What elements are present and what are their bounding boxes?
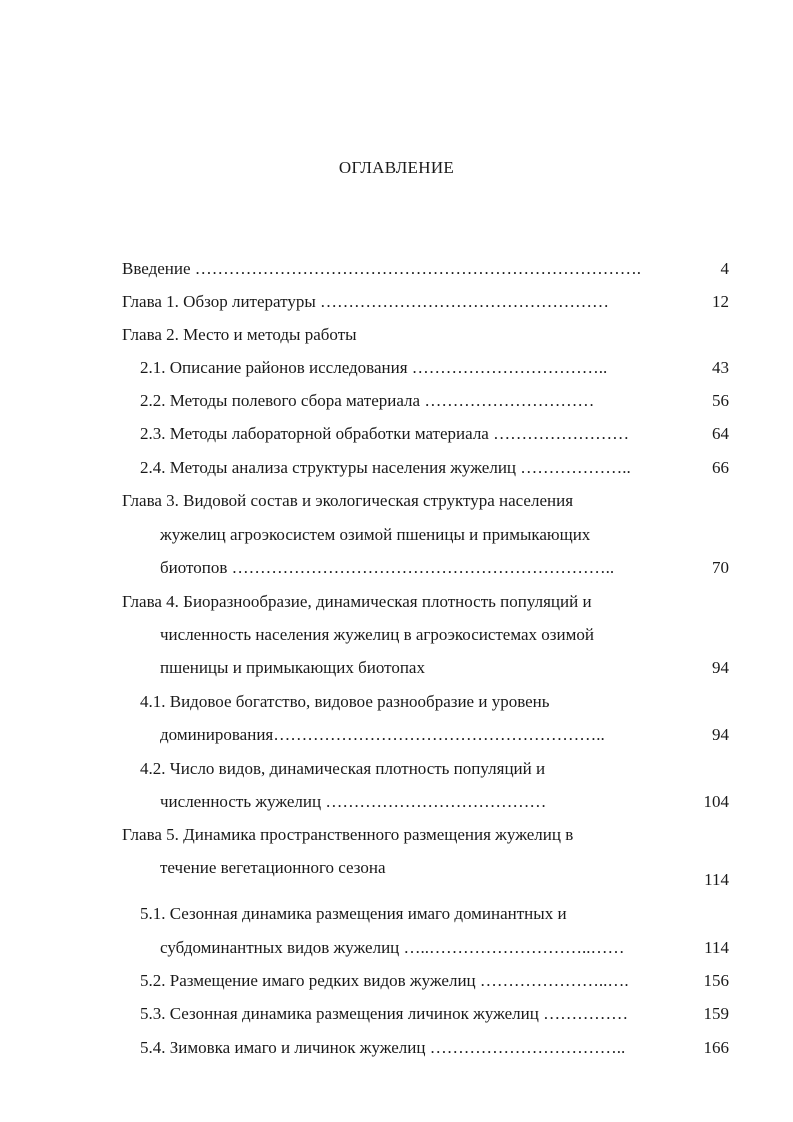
toc-entry-page-number: 64 (712, 424, 729, 443)
toc-entry (0, 791, 793, 813)
toc-entry (0, 758, 793, 780)
toc-entry-page-number: 114 (704, 938, 729, 957)
toc-entry (0, 1037, 793, 1059)
toc-entry-page-number: 70 (712, 558, 729, 577)
toc-entry-text: Глава 2. Место и методы работы (122, 325, 357, 344)
toc-entry (0, 869, 793, 891)
toc-entry (0, 524, 793, 546)
toc-entry (0, 291, 793, 313)
toc-entry-text: 2.2. Методы полевого сбора материала ………………………… (140, 391, 595, 410)
toc-entry-text: 2.3. Методы лабораторной обработки материала …………………… (140, 424, 630, 443)
toc-entry (0, 1003, 793, 1025)
toc-entry-text: 4.1. Видовое богатство, видовое разнообразие и уровень (140, 692, 550, 711)
toc-entry-page-number: 12 (712, 292, 729, 311)
toc-entry-page-number: 4 (720, 259, 729, 278)
toc-entry-text: течение вегетационного сезона (160, 858, 386, 877)
page-title: ОГЛАВЛЕНИЕ (338, 158, 455, 177)
toc-entry (0, 691, 793, 713)
toc-entry (0, 390, 793, 412)
toc-entry-text: Глава 5. Динамика пространственного размещения жужелиц в (122, 825, 574, 844)
toc-entry (0, 970, 793, 992)
toc-entry-page-number: 104 (703, 792, 729, 811)
toc-entry-text: Глава 3. Видовой состав и экологическая структура населения (122, 491, 574, 510)
toc-entry (0, 937, 793, 959)
toc-entry-text: 2.1. Описание районов исследования …………………………….. (140, 358, 608, 377)
toc-entry-text: численность жужелиц ………………………………… (160, 792, 547, 811)
toc-entry (0, 324, 793, 346)
toc-entry-text: 5.4. Зимовка имаго и личинок жужелиц …………………………….. (140, 1038, 626, 1057)
toc-entry-text: 5.2. Размещение имаго редких видов жужелиц …………………..…. (140, 971, 629, 990)
toc-entry-text: 5.3. Сезонная динамика размещения личинок жужелиц …………… (140, 1004, 629, 1023)
toc-entry-text: 2.4. Методы анализа структуры населения жужелиц ……………….. (140, 458, 631, 477)
toc-entry (0, 591, 793, 613)
toc-entry-text: Введение ……………………………………………………………………. (122, 259, 642, 278)
toc-entry-page-number: 66 (712, 458, 729, 477)
toc-entry (0, 724, 793, 746)
toc-entry-page-number: 94 (712, 658, 729, 677)
toc-entry (0, 903, 793, 925)
toc-entry-text: численность населения жужелиц в агроэкосистемах озимой (160, 625, 594, 644)
toc-entry (0, 357, 793, 379)
toc-entry-text: Глава 1. Обзор литературы …………………………………………… (122, 292, 610, 311)
toc-entry-text: субдоминантных видов жужелиц …..………………………..…… (160, 938, 625, 957)
toc-entry (0, 457, 793, 479)
toc-entry-page-number: 114 (704, 870, 729, 889)
toc-entry-page-number: 166 (703, 1038, 729, 1057)
toc-entry-text: 5.1. Сезонная динамика размещения имаго доминантных и (140, 904, 567, 923)
toc-entry-text: доминирования………………………………………………….. (160, 725, 605, 744)
toc-entry-page-number: 43 (712, 358, 729, 377)
toc-entry (0, 557, 793, 579)
toc-entry-page-number: 159 (703, 1004, 729, 1023)
toc-entry-page-number: 156 (703, 971, 729, 990)
toc-entry (0, 423, 793, 445)
toc-entry-text: 4.2. Число видов, динамическая плотность популяций и (140, 759, 546, 778)
toc-entry (0, 490, 793, 512)
toc-entry-text: жужелиц агроэкосистем озимой пшеницы и примыкающих (160, 525, 591, 544)
toc-entry-page-number: 56 (712, 391, 729, 410)
toc-entry-text: Глава 4. Биоразнообразие, динамическая плотность популяций и (122, 592, 592, 611)
toc-entry (0, 657, 793, 679)
toc-entry (0, 624, 793, 646)
toc-entry-page-number: 94 (712, 725, 729, 744)
toc-entry-text: пшеницы и примыкающих биотопах (160, 658, 425, 677)
toc-entry (0, 258, 793, 280)
toc-entry-text: биотопов ………………………………………………………….. (160, 558, 615, 577)
toc-entry (0, 824, 793, 846)
